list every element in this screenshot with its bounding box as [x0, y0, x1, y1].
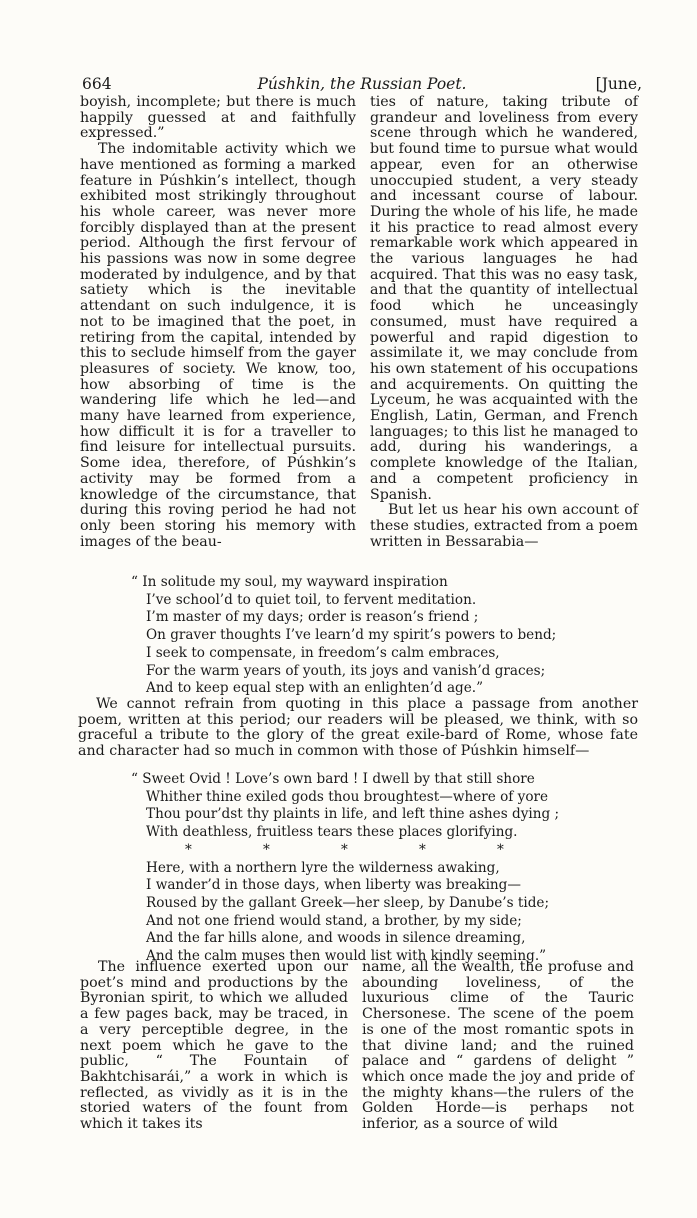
stanza-separator — [131, 842, 575, 860]
poem-line: Roused by the gallant Greek—her sleep, by Danube’s tide; — [146, 894, 550, 911]
column-top-left — [80, 95, 356, 550]
paragraph: The influence exerted upon our poet’s mind and productions by the Byronian spirit, to which we alluded a few pages back, may be traced, in a very perceptible degree, in the next poem which he gave to the public, “ The Fountain of Bakhtchisarái,” a work in which is reflected, as vividly as it is in the storied waters of the fount from which it takes its — [80, 959, 348, 1133]
paragraph: The indomitable activity which we have mentioned as forming a marked feature in Púshkin’s intellect, though exhibited most strikingly throughout his whole career, was never more forcibly displayed than at the present period. Although the first fervour of his passions was now in some degree moderated by indulgence, and by that satiety which is the inevitable attendant on such indulgence, it is not to be imagined that the poet, in retiring from the capital, intended by this to seclude himself from the gayer pleasures of society. We know, too, how absorbing of time is the wandering life which he led—and many have learned from experience, how difficult it is for a traveller to find leisure for intellectual pursuits. Some idea, therefore, of Púshkin’s activity may be formed from a knowledge of the circumstance, that during this roving period he had not only been storing his memory with images of the beau- — [80, 141, 356, 550]
separator-star: * — [341, 841, 348, 858]
poem-line: And not one friend would stand, a brother, by my side; — [146, 912, 522, 929]
poem-line: And the calm muses then would list with kindly seeming.” — [146, 948, 547, 965]
column-bottom-left — [80, 960, 348, 1133]
poem-line: With deathless, fruitless tears these places glorifying. — [146, 824, 518, 841]
paragraph: But let us hear his own account of these studies, extracted from a poem written in Bessarabia— — [370, 502, 638, 550]
poem-line: Whither thine exiled gods thou broughtest—where of yore — [146, 788, 549, 805]
poem-line: “ In solitude my soul, my wayward inspiration — [131, 574, 448, 590]
poem-line: On graver thoughts I’ve learn’d my spirit’s powers to bend; — [146, 627, 557, 644]
column-top-right — [370, 95, 638, 550]
separator-star: * — [185, 841, 192, 858]
paragraph: boyish, incomplete; but there is much happily guessed at and faithfully expressed.” — [80, 94, 356, 142]
paragraph: We cannot refrain from quoting in this place a passage from another poem, written at this period; our readers will be pleased, we think, with so graceful a tribute to the glory of the great exile-bard of Rome, whose fate and character had so much in common with those of Púshkin himself— — [78, 696, 638, 760]
poem-line: I’ve school’d to quiet toil, to fervent meditation. — [146, 591, 477, 608]
poem-line: I’m master of my days; order is reason’s friend ; — [146, 609, 479, 626]
separator-star: * — [263, 841, 270, 858]
poem-line: And the far hills alone, and woods in silence dreaming, — [146, 930, 526, 947]
poem-line: And to keep equal step with an enlighten’d age.” — [146, 680, 484, 697]
separator-star: * — [419, 841, 426, 858]
paragraph: name, all the wealth, the profuse and abounding loveliness, of the luxurious clime of the Tauric Chersonese. The scene of the poem is one of the most romantic spots in that divine land; and the ruined palace and “ gardens of delight ” which once made the joy and pride of the mighty khans—the rulers of the Golden Horde—is perhaps not inferior, as a source of wild — [362, 959, 634, 1133]
poem-ovid — [131, 771, 575, 966]
running-title: Púshkin, the Russian Poet. — [257, 75, 467, 93]
poem-line: Here, with a northern lyre the wilderness awaking, — [146, 859, 500, 876]
prose-middle — [78, 697, 638, 760]
poem-line: For the warm years of youth, its joys and vanish’d graces; — [146, 662, 546, 679]
poem-line: “ Sweet Ovid ! Love’s own bard ! I dwell by that still shore — [131, 771, 535, 787]
poem-bessarabia — [131, 574, 556, 698]
poem-line: I seek to compensate, in freedom’s calm embraces, — [146, 644, 500, 661]
paragraph: ties of nature, taking tribute of grandeur and loveliness from every scene through which he wandered, but found time to pursue what would appear, even for an otherwise unoccupied student, a very steady and incessant course of labour. During the whole of his life, he made it his practice to read almost every remarkable work which appeared in the various languages he had acquired. That this was no easy task, and that the quantity of intellectual food which he unceasingly consumed, must have required a powerful and rapid digestion to assimilate it, we may conclude from his own statement of his occupations and acquirements. On quitting the Lyceum, he was acquainted with the English, Latin, German, and French languages; to this list he managed to add, during his wanderings, a complete knowledge of the Italian, and a competent proficiency in Spanish. — [370, 94, 638, 503]
column-bottom-right — [362, 960, 634, 1133]
header-month: [June, — [595, 75, 642, 93]
poem-line: I wander’d in those days, when liberty was breaking— — [146, 877, 521, 894]
page-number: 664 — [82, 75, 112, 93]
separator-star: * — [497, 841, 504, 858]
poem-line: Thou pour’dst thy plaints in life, and left thine ashes dying ; — [146, 806, 560, 823]
